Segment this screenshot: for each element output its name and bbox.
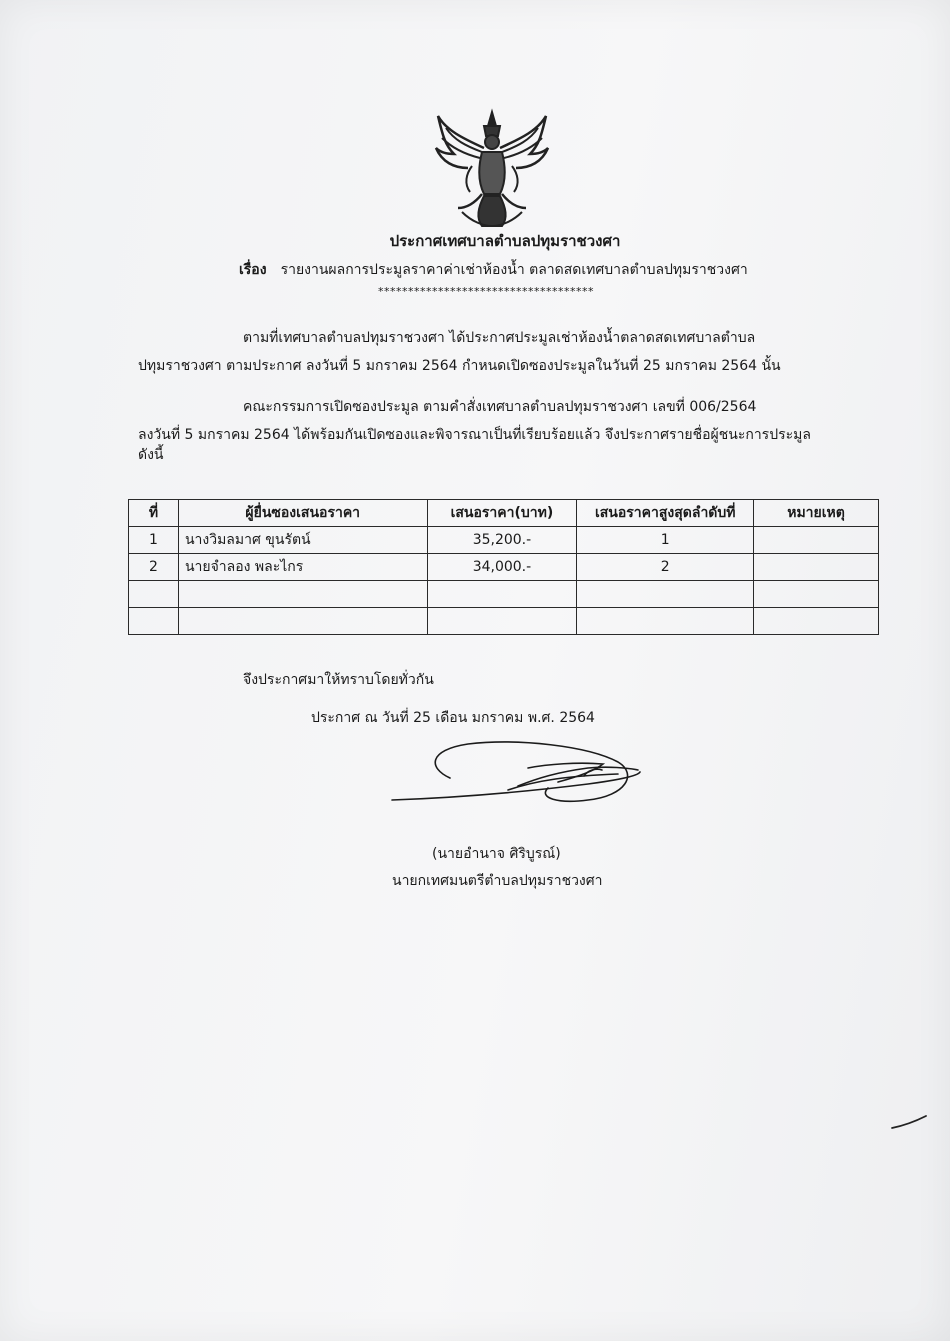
row-price: 35,200.- <box>427 527 577 554</box>
row-remark <box>754 554 879 581</box>
subject-label: เรื่อง <box>239 262 267 278</box>
row-bidder <box>178 581 427 608</box>
garuda-emblem-icon <box>432 108 552 230</box>
row-bidder: นายจำลอง พละไกร <box>178 554 427 581</box>
row-rank: 2 <box>577 554 754 581</box>
row-bidder: นางวิมลมาศ ขุนรัตน์ <box>178 527 427 554</box>
subject-text: รายงานผลการประมูลราคาค่าเช่าห้องน้ำ ตลาดสดเทศบาลตำบลปทุมราชวงศา <box>280 262 748 278</box>
handwritten-signature-icon <box>388 738 648 808</box>
paragraph-2-line-1: คณะกรรมการเปิดซองประมูล ตามคำสั่งเทศบาลตำบลปทุมราชวงศา เลขที่ 006/2564 <box>243 399 757 415</box>
row-no <box>129 581 179 608</box>
paragraph-2-line-3: ดังนี้ <box>138 447 164 463</box>
paragraph-2-line-2: ลงวันที่ 5 มกราคม 2564 ได้พร้อมกันเปิดซองและพิจารณาเป็นที่เรียบร้อยแล้ว จึงประกาศรายชื่อผู้ชนะการประมูล <box>138 427 811 443</box>
announcement-title: ประกาศเทศบาลตำบลปทุมราชวงศา <box>389 232 621 250</box>
table-row <box>129 581 879 608</box>
row-remark <box>754 608 879 635</box>
row-remark <box>754 581 879 608</box>
row-no: 2 <box>129 554 179 581</box>
paragraph-1-line-1: ตามที่เทศบาลตำบลปทุมราชวงศา ได้ประกาศประมูลเช่าห้องน้ำตลาดสดเทศบาลตำบล <box>243 330 756 346</box>
signer-position: นายกเทศมนตรีตำบลปทุมราชวงศา <box>392 873 603 889</box>
row-price <box>427 608 577 635</box>
bid-results-table <box>128 499 879 635</box>
row-rank: 1 <box>577 527 754 554</box>
row-no: 1 <box>129 527 179 554</box>
header-no: ที่ <box>129 500 179 527</box>
table-row <box>129 608 879 635</box>
header-rank: เสนอราคาสูงสุดลำดับที่ <box>577 500 754 527</box>
pen-mark-icon <box>890 1112 930 1132</box>
table-header-row <box>129 500 879 527</box>
row-bidder <box>178 608 427 635</box>
row-remark <box>754 527 879 554</box>
table-row <box>129 554 879 581</box>
paragraph-1-line-2: ปทุมราชวงศา ตามประกาศ ลงวันที่ 5 มกราคม 2564 กำหนดเปิดซองประมูลในวันที่ 25 มกราคม 2564 นั้น <box>138 358 781 374</box>
row-rank <box>577 608 754 635</box>
header-remark: หมายเหตุ <box>754 500 879 527</box>
row-price: 34,000.- <box>427 554 577 581</box>
row-no <box>129 608 179 635</box>
header-price: เสนอราคา(บาท) <box>427 500 577 527</box>
announcement-date: ประกาศ ณ วันที่ 25 เดือน มกราคม พ.ศ. 2564 <box>311 710 595 726</box>
subject-line <box>239 259 748 281</box>
closing-statement: จึงประกาศมาให้ทราบโดยทั่วกัน <box>243 672 434 688</box>
row-price <box>427 581 577 608</box>
star-divider: ************************************ <box>378 285 594 298</box>
signer-name: (นายอำนาจ ศิริบูรณ์) <box>432 846 561 862</box>
table-row <box>129 527 879 554</box>
header-bidder: ผู้ยื่นซองเสนอราคา <box>178 500 427 527</box>
row-rank <box>577 581 754 608</box>
